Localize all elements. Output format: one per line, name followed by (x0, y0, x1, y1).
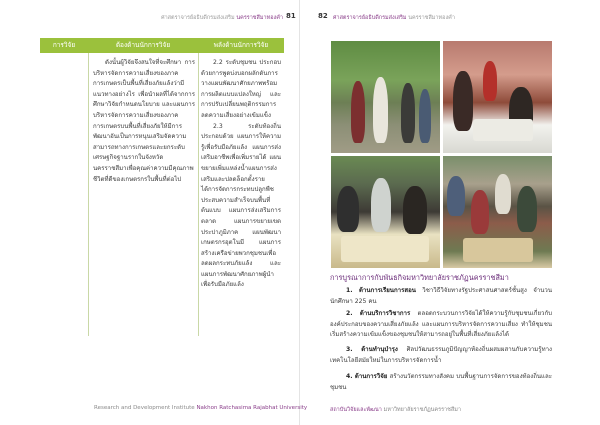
right-footer-highlight: สถาบันวิจัยและพัฒนา (330, 407, 382, 413)
mission-paragraph: 1. ด้านการเรียนการสอน วิชาวิธีวิจัยทางรัฐประศาสนศาสตร์ชั้นสูง จำนวนนักศึกษา 225 คน (330, 287, 552, 305)
table-paragraph: ดังนั้นผู้วิจัยจึงสนใจที่จะศึกษา การบริหารจัดการความเสี่ยงของภาคการเกษตรเป็นพื้นที่เสี่ยงภัยแล้งว่ามีแนวทางอย่างไร เพื่อนำผลที่ได้จากการศึกษาวิจัยกำหนดนโยบาย และแผนการบริหารจัดการความเสี่ยงของภาคการเกษตรบนพื้นที่เสี่ยงภัยให้มีการพัฒนาอันเป็นการหนุนเสริมจัดความสามารถทางการเกษตรและยกระดับเศรษฐกิจฐานรากในจังหวัดนครราชสีมาเพื่อคุณค่าความมีคุณภาพชีวิตที่ดีของเกษตรกรในพื้นที่ต่อไป (93, 59, 195, 183)
page-gutter (299, 0, 300, 425)
mission-paragraph: 3. ด้านทำนุบำรุง ศิลปวัฒนธรรมภูมิปัญญาท้องถิ่นผสมผสานกับความรู้ทางเทคโนโลยีสมัยใหม่ในการบริหารจัดการน้ำ (330, 346, 552, 364)
section-title: การบูรณาการกับพันธกิจมหาวิทยาลัยราชภัฏนครราชสีมา (330, 273, 509, 282)
group-table-photo (330, 155, 441, 269)
table-cell-results (201, 58, 281, 291)
mission-label: ด้านบริการวิชาการ (359, 310, 411, 317)
table-header-expected: ต้องด้านนักการวิจัย (115, 41, 171, 49)
right-running-header (333, 14, 455, 22)
table-divider (198, 53, 199, 336)
left-page-number: 81 (286, 12, 296, 20)
mission-label: ด้านการวิจัย (354, 373, 388, 380)
table-paragraph: 2.3 ระดับท้องถิ่น ประกอบด้วย แผนการให้ความรู้เพื่อรับมือภัยแล้ง แผนการส่งเสริมอาชีพเพื่อเพิ่มรายได้ แผนขยายเพิ่มแหล่งน้ำแผนการส่งเสริมและปลดล็อกตั้งรายได้การจัดการกระทบปลูกพืชประสบความสำเร็จบนพื้นที่ต้นแบบ แผนการส่งเสริมการตลาด แผนการขยายเขตประปาภูมิภาค แผนพัฒนาเกษตรกรอุตโนมี แผนการสร้างเครือข่ายพวกชุมชนเพื่อลดผลกระทบภัยแล้ง และแผนการพัฒนาศักยภาพผู้นำเพื่อรับมือภัยแล้ง (201, 122, 281, 289)
right-page-number: 82 (318, 12, 328, 20)
left-footer-highlight: Nakhon Ratchasima Rajabhat University (196, 405, 308, 411)
left-running-header (161, 14, 283, 22)
mission-paragraph: 2. ด้านบริการวิชาการ ตลอดกระบวนการวิจัยได้ให้ความรู้กับชุมชนเกี่ยวกับองค์ประกอบของความเสี่ยงภัยแล้ง และแผนการบริหารจัดการความเสี่ยง ทำให้ชุมชนเริ่มสร้างความเข้มแข็งของชุมชนให้สามารถอยู่ในพื้นที่เสี่ยงภัยแล้งได้ (330, 310, 553, 338)
table-paragraph: 2.2 ระดับชุมชน ประกอบด้วยการพูดบ่งบอกผลักดันการวางแผนพัฒนาศักยภาพพร้อมการผลิตแบบแปลงใหญ่ และการปรับเปลี่ยนพฤติกรรมการลดความเสี่ยงอย่างเข้มแข็ง (201, 59, 281, 119)
table-header-results: พลังด้านนักการวิจัย (213, 41, 269, 49)
right-footer (330, 406, 461, 414)
mission-label: ด้านทำนุบำรุง (361, 346, 398, 353)
left-footer (94, 405, 307, 411)
table-divider (88, 53, 89, 336)
left-header-text: ศาสตราจารย์อธิบดีกรมส่งเสริม (161, 15, 235, 21)
right-header-highlight: ศาสตราจารย์อธิบดีกรมส่งเสริม (333, 15, 407, 21)
mission-paragraph: 4. ด้านการวิจัย สร้างนวัตกรรมทางสังคม บนพื้นฐานการจัดการของท้องถิ่นและชุมชน (330, 373, 552, 391)
right-header-text: นครราชสีมาทองคำ (408, 15, 455, 21)
table-cell-expected (93, 58, 195, 185)
left-footer-text: Research and Development Institute (94, 405, 195, 411)
left-header-highlight: นครราชสีมาทองคำ (236, 15, 283, 21)
community-meeting-photo (442, 155, 553, 269)
right-footer-text: มหาวิทยาลัยราชภัฏนครราชสีมา (383, 407, 461, 413)
mission-label: ด้านการเรียนการสอน (358, 287, 416, 294)
indoor-workshop-photo (442, 40, 553, 154)
field-meeting-photo (330, 40, 441, 154)
table-header-research: การวิจัย (52, 41, 76, 49)
table-header-row (40, 38, 284, 53)
